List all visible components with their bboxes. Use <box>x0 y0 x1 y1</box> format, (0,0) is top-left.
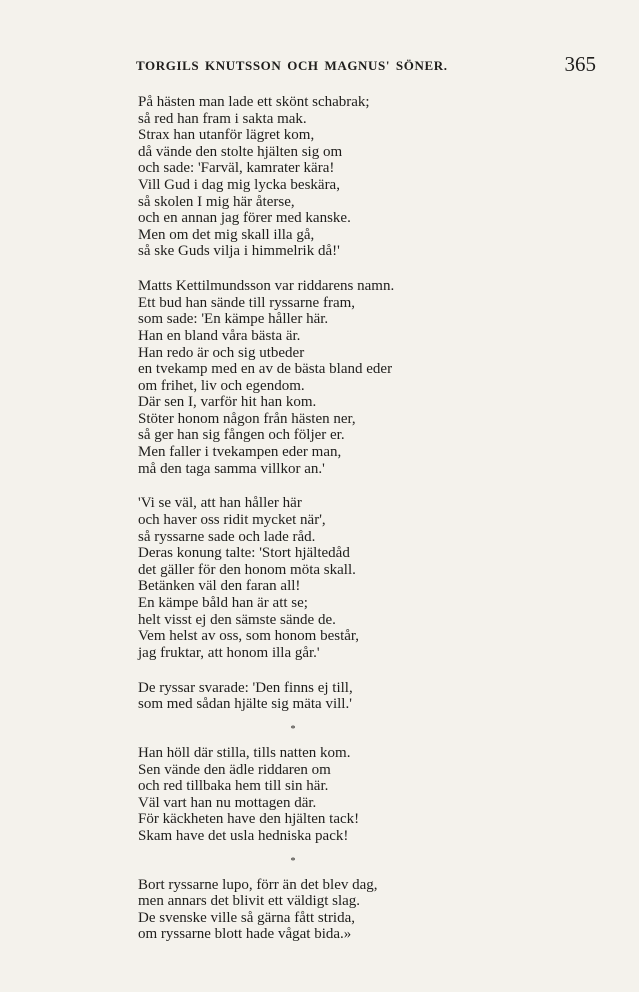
verse-line: Men faller i tvekampen eder man, <box>138 444 342 461</box>
stanza <box>138 877 618 943</box>
verse-line: en tvekamp med en av de bästa bland eder <box>138 361 393 378</box>
verse-line: Men om det mig skall illa gå, <box>138 226 315 243</box>
verse-line: så red han fram i sakta mak. <box>138 110 307 127</box>
stanza-separator: * <box>290 855 296 867</box>
verse-line: men annars det blivit ett väldigt slag. <box>138 893 361 910</box>
poem-body <box>138 94 618 961</box>
running-title: TORGILS KNUTSSON OCH MAGNUS' SÖNER. <box>136 58 448 73</box>
verse-line: En kämpe båld han är att se; <box>138 595 308 611</box>
verse-line: det gäller för den honom möta skall. <box>138 561 356 578</box>
verse-line: Skam have det usla hedniska pack! <box>138 827 349 844</box>
stanza <box>138 278 618 477</box>
stanza-separator: * <box>290 723 296 735</box>
verse-line: De svenske ville så gärna fått strida, <box>138 909 356 926</box>
verse-line: Han redo är och sig utbeder <box>138 344 305 361</box>
page-number: 365 <box>564 52 596 76</box>
verse-line: och sade: 'Farväl, kamrater kära! <box>138 160 335 177</box>
verse-line: om ryssarne blott hade vågat bida.» <box>138 926 352 943</box>
verse-line: Stöter honom någon från hästen ner, <box>138 410 356 427</box>
verse-line: Sen vände den ädle riddaren om <box>138 761 331 778</box>
verse-line: Strax han utanför lägret kom, <box>138 127 315 144</box>
verse-line: som med sådan hjälte sig mäta vill.' <box>138 696 352 713</box>
verse-line: om frihet, liv och egendom. <box>138 377 305 394</box>
verse-line: så ryssarne sade och lade råd. <box>138 528 316 545</box>
verse-line: Deras konung talte: 'Stort hjältedåd <box>138 545 350 562</box>
stanza <box>138 495 618 661</box>
verse-line: Matts Kettilmundsson var riddarens namn. <box>138 278 395 295</box>
verse-line: helt visst ej den sämste sände de. <box>138 611 336 628</box>
verse-line: och haver oss ridit mycket när', <box>138 512 326 529</box>
verse-line: då vände den stolte hjälten sig om <box>138 143 343 160</box>
stanza <box>138 745 618 845</box>
verse-line: Bort ryssarne lupo, förr än det blev dag, <box>138 876 378 893</box>
verse-line: Väl vart han nu mottagen där. <box>138 794 317 811</box>
verse-line: Där sen I, varför hit han kom. <box>138 394 317 411</box>
verse-line: Ett bud han sände till ryssarne fram, <box>138 294 356 311</box>
verse-line: Vill Gud i dag mig lycka beskära, <box>138 176 340 193</box>
page-header <box>136 52 596 78</box>
verse-line: Betänken väl den faran all! <box>138 578 301 595</box>
verse-line: så skolen I mig här återse, <box>138 193 295 210</box>
verse-line: Vem helst av oss, som honom består, <box>138 628 360 645</box>
verse-line: Han en bland våra bästa är. <box>138 327 301 344</box>
verse-line: må den taga samma villkor an.' <box>138 460 325 477</box>
verse-line: så ske Guds vilja i himmelrik då!' <box>138 243 340 260</box>
verse-line: som sade: 'En kämpe håller här. <box>138 311 329 328</box>
verse-line: På hästen man lade ett skönt schabrak; <box>138 94 370 110</box>
verse-line: 'Vi se väl, att han håller här <box>138 495 302 512</box>
stanza <box>138 94 618 260</box>
verse-line: För käckheten have den hjälten tack! <box>138 811 360 828</box>
verse-line: De ryssar svarade: 'Den finns ej till, <box>138 679 353 696</box>
verse-line: så ger han sig fången och följer er. <box>138 427 345 444</box>
verse-line: jag fruktar, att honom illa går.' <box>138 644 320 661</box>
verse-line: Han höll där stilla, tills natten kom. <box>138 744 351 761</box>
verse-line: och en annan jag förer med kanske. <box>138 210 351 227</box>
stanza <box>138 680 618 713</box>
verse-line: och red tillbaka hem till sin här. <box>138 778 329 795</box>
